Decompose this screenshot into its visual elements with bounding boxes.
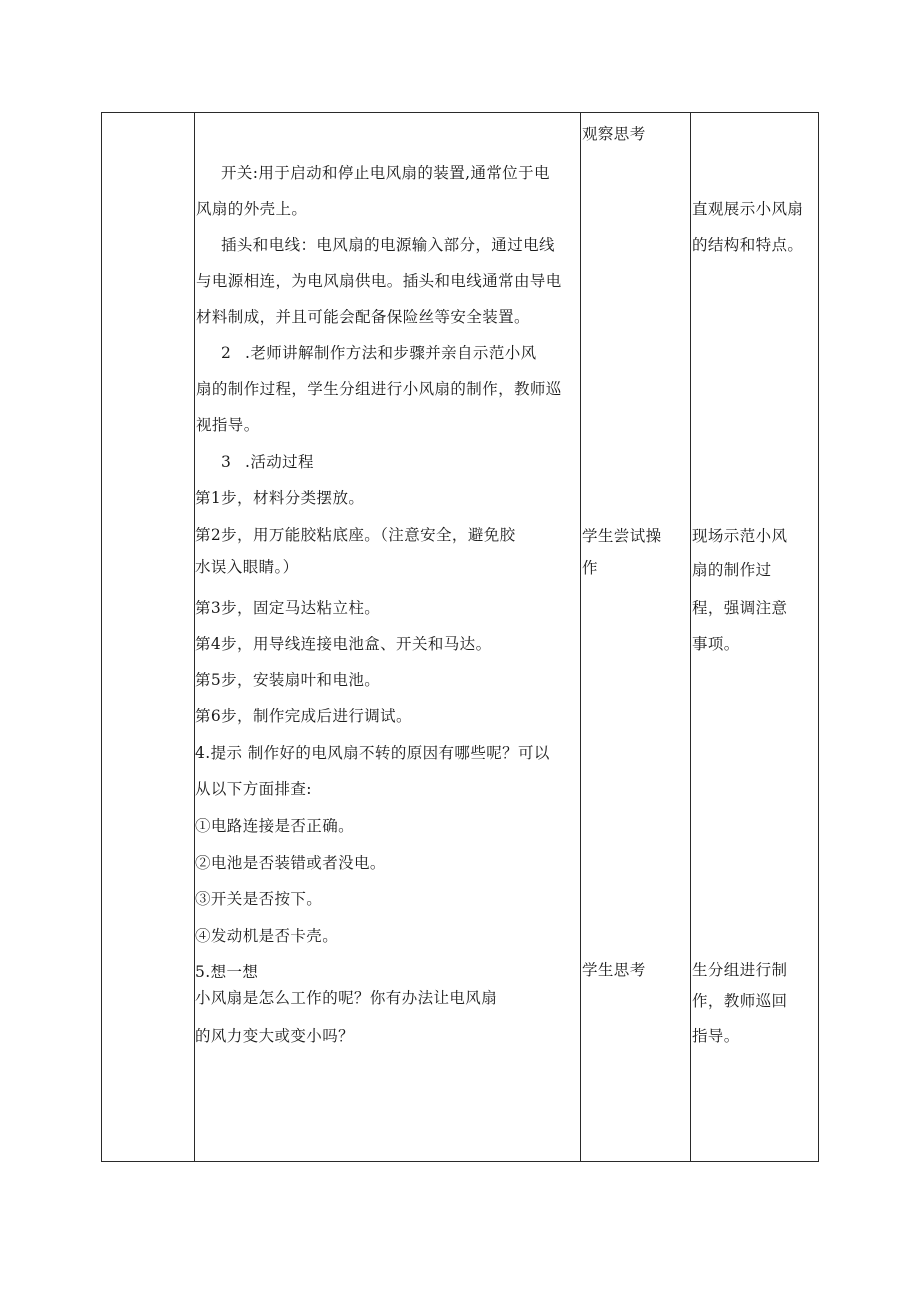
student-activity: 学生思考	[582, 961, 646, 979]
check-item: ③开关是否按下。	[195, 890, 323, 908]
step-line: 第1步，材料分类摆放。	[195, 489, 365, 507]
activity-line: 扇的制作过程，学生分组进行小风扇的制作，教师巡	[196, 380, 562, 398]
activity-line: 视指导。	[196, 416, 260, 434]
step-line: 水误入眼睛。）	[195, 558, 299, 576]
activity-line: 与电源相连，为电风扇供电。插头和电线通常由导电	[196, 272, 562, 290]
think-line: 小风扇是怎么工作的呢？你有办法让电风扇	[195, 989, 498, 1007]
item-number: 2	[221, 344, 232, 362]
activity-line: 材料制成，并且可能会配备保险丝等安全装置。	[196, 308, 530, 326]
student-activity: 学生尝试操	[582, 527, 662, 545]
design-intent: 生分组进行制	[692, 961, 788, 979]
design-intent: 直观展示小风扇	[692, 200, 804, 218]
design-intent: 扇的制作过	[692, 561, 772, 579]
design-intent: 作，教师巡回	[692, 992, 788, 1010]
column-divider-3	[690, 113, 691, 1161]
check-item: ②电池是否装错或者没电。	[195, 854, 386, 872]
step-line: 第3步，固定马达粘立柱。	[195, 599, 381, 617]
think-line: 的风力变大或变小吗？	[195, 1027, 355, 1045]
activity-line: .老师讲解制作方法和步骤并亲自示范小风	[245, 344, 537, 362]
check-item: ①电路连接是否正确。	[195, 817, 355, 835]
student-activity: 观察思考	[582, 125, 646, 143]
think-title: 5.想一想	[195, 963, 259, 981]
student-activity: 作	[582, 559, 598, 577]
design-intent: 现场示范小风	[692, 527, 788, 545]
step-line: 第2步，用万能胶粘底座。（注意安全，避免胶	[195, 526, 516, 544]
step-line: 第5步，安装扇叶和电池。	[195, 671, 381, 689]
activity-line: 插头和电线：电风扇的电源输入部分，通过电线	[221, 236, 555, 254]
tip-line: 4.提示 制作好的电风扇不转的原因有哪些呢？可以	[195, 744, 550, 762]
design-intent: 指导。	[692, 1027, 740, 1045]
step-line: 第6步，制作完成后进行调试。	[195, 707, 412, 725]
activity-line: .活动过程	[245, 453, 314, 471]
column-divider-2	[580, 113, 581, 1161]
design-intent: 事项。	[692, 635, 740, 653]
design-intent: 程，强调注意	[692, 599, 788, 617]
item-number: 3	[221, 453, 232, 471]
tip-line: 从以下方面排查:	[195, 780, 312, 798]
activity-line: 风扇的外壳上。	[196, 200, 308, 218]
activity-line: 开关:用于启动和停止电风扇的装置,通常位于电	[221, 164, 550, 182]
design-intent: 的结构和特点。	[692, 236, 804, 254]
step-line: 第4步，用导线连接电池盒、开关和马达。	[195, 635, 492, 653]
check-item: ④发动机是否卡壳。	[195, 927, 339, 945]
